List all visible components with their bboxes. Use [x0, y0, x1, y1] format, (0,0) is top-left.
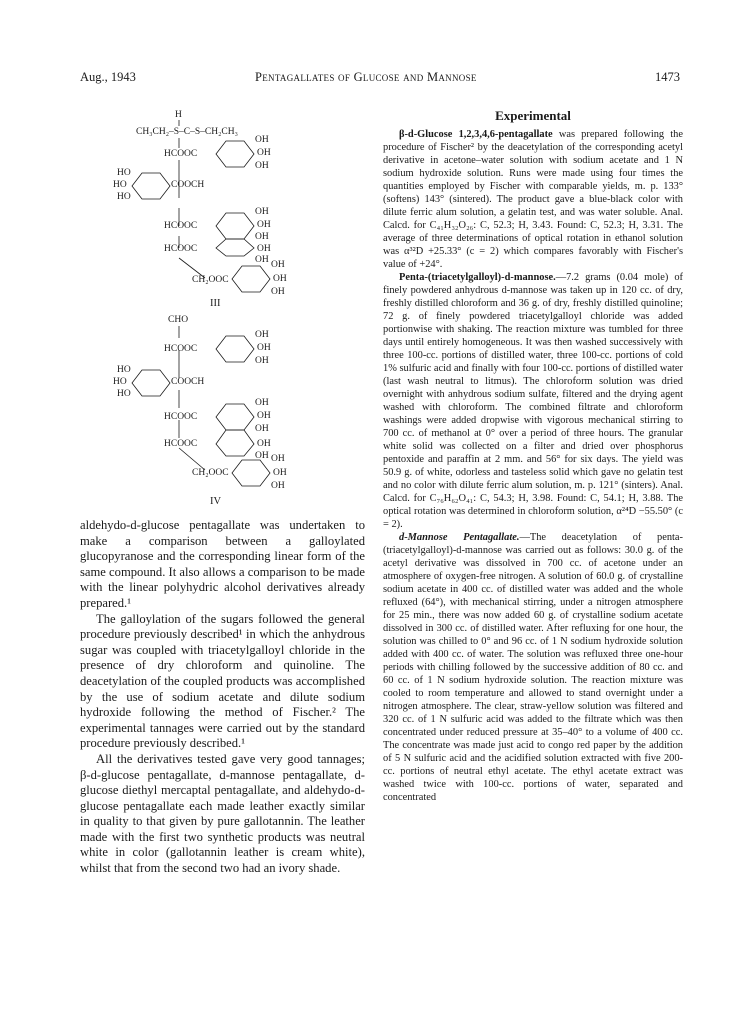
ch2ooc-2: CH₂OOC: [192, 468, 229, 478]
methine-h: H: [175, 110, 182, 120]
hcooc-3: HCOOC: [164, 244, 198, 254]
page-number: 1473: [655, 70, 680, 84]
oh-3a: OH: [257, 244, 271, 254]
exp-text-acetyl-mannose: —7.2 grams (0.04 mole) of finely powdered anhydrous d-mannose was taken up in 120 cc. of dry, freshly distilled chloroform and 36 g. of dry, freshly distilled quinoline; 72 g. of finely powdered triacetylgalloyl chloride was added portionwise with shaking. The reaction mixture was tumbled for three days until entirely homogeneous. It was then washed successively with three 100-cc. portions of distilled water, three 100-cc. portions of cold 1% sulfuric acid and finally with four 100-cc. portions of distilled water (last wash neutral to litmus). The chloroform solution was dried overnight with anhydrous sodium sulfate, filtered and the drying agent washed with chloroform. The combined filtrate and chloroform washings were added dropwise with vigorous mechanical stirring to 700 cc. of methanol at 0° over a period of three hours. The granular white solid was collected on a filter and dried over phosphorus pentoxide and paraffin at 2 mm. and 56° for six days. The yield was 50.9 g. of white, odorless and tasteless solid which gave no gelatin test and no color with dilute ferric alum solution, m. p. 121° (sinters). Anal. Calcd. for C₇₆H₆₂O₄₁: C, 54.3; H, 3.98. Found: C, 54.1; H, 3.88. The optical rotation was determined in chloroform solution, α²⁴D −55.50° (c = 2).: [383, 272, 683, 530]
exp-paragraph-acetyl-mannose: [383, 271, 683, 531]
exp-text-mannose: —The deacetylation of penta-(triacetylgalloyl)-d-mannose was carried out as follows: 30.0 g. of the acetyl derivative was dissolved in 700 cc. of acetone under an atmosphere of oxygen-free nitrogen. A solution of 60.0 g. of crystalline sodium acetate in 400 cc. of distilled water was added and the whole refluxed (64°), with mechanical stirring, under a nitrogen atmosphere for 25 min., there was now added 60 g. of crystalline sodium acetate dissolved in 300 cc. of distilled water. After refluxing for one hour, the solution was chilled to 0° and 96 cc. of 1 N sodium hydroxide solution added with 400 cc. of water. The solution was refluxed three one-hour periods with chilling followed by the successive addition of 80 cc. and 60 cc. of 1 N sodium hydroxide solution. The reaction mixture was cooled to room temperature and allowed to stand overnight under a nitrogen atmosphere. The clear, straw-yellow solution was filtered and 320 cc. of 1 N sulfuric acid was added to the filtrate which was then concentrated under reduced pressure at 35–40° to a volume of 400 cc. The concentrate was made just acid to congo red paper by the addition of 5 N sulfuric acid and the acidified solution extracted with five 200-cc. portions of neutral ethyl acetate. The ethyl acetate extract was washed twice with 100-cc. portions of water, separated and concentrated: [383, 532, 684, 803]
right-column: [383, 108, 683, 804]
ho-f: HO: [117, 389, 131, 399]
aldehyde-cho: CHO: [168, 315, 189, 325]
exp-paragraph-glucose: [383, 128, 683, 271]
left-column: [80, 108, 365, 877]
cooch-2: COOCH: [171, 377, 205, 387]
oh-8c: OH: [271, 481, 285, 491]
oh-2c: OH: [255, 232, 269, 242]
oh-5a: OH: [255, 330, 269, 340]
oh-1c: OH: [255, 161, 269, 171]
exp-text-glucose: was prepared following the procedure of Fischer² by the deacetylation of the corresponding acetyl derivative in acetone–water solution with sodium acetate and 1 N sodium hydroxide solution. Runs were made using four times the quantities employed by Fischer with comparable yields, m. p. 133° (softens) 143° (sintered). The product gave a blue-black color with dilute ferric alum solution, a gelatin test, and was water soluble. Anal. Calcd. for C₄₁H₃₂O₂₆: C, 52.3; H, 3.43. Found: C, 52.3; H, 3.31. The average of three determinations of optical rotation in ethanol solution was α³²D +25.33° (c = 2) which compares favorably with Fischer's value of +24°.: [383, 129, 683, 270]
paragraph-aldehydo: aldehydo-d-glucose pentagallate was undertaken to make a comparison between a galloylated glucopyranose and the corresponding linear form of the same compound. It also allows a comparison to be made with the linear polyhydric alcohol derivatives already prepared.¹: [80, 518, 365, 610]
oh-6b: OH: [257, 411, 271, 421]
oh-6a: OH: [255, 398, 269, 408]
hcooc-5: HCOOC: [164, 412, 198, 422]
hcooc-1: HCOOC: [164, 149, 198, 159]
oh-5c: OH: [255, 356, 269, 366]
issue-date: Aug., 1943: [80, 70, 136, 84]
hcooc-2: HCOOC: [164, 221, 198, 231]
ho-e: HO: [113, 377, 127, 387]
oh-4a: OH: [271, 260, 285, 270]
exp-heading-acetyl-mannose: Penta-(triacetylgalloyl)-d-mannose.: [399, 272, 556, 283]
ho-d: HO: [117, 365, 131, 375]
paragraph-galloylation: The galloylation of the sugars followed the general procedure previously described¹ in which the anhydrous sugar was coupled with triacetylgalloyl chloride in the presence of dry chloroform and quinoline. The deacetylation of the coupled products was accomplished by the use of sodium acetate and dilute sodium hydroxide following the method of Fischer.² The experimental tannages were carried out by the standard procedure previously described.¹: [80, 611, 365, 751]
mercaptal-chain: CH₃CH₂–S–C–S–CH₂CH₃: [136, 127, 238, 137]
hcooc-4: HCOOC: [164, 344, 198, 354]
oh-4c: OH: [271, 287, 285, 297]
oh-1b: OH: [257, 148, 271, 158]
structure-diagrams: [80, 108, 365, 518]
cooch-1: COOCH: [171, 180, 205, 190]
oh-3b: OH: [255, 255, 269, 265]
oh-1a: OH: [255, 135, 269, 145]
exp-heading-glucose: β-d-Glucose 1,2,3,4,6-pentagallate: [399, 129, 553, 140]
ho-b: HO: [113, 180, 127, 190]
oh-6c: OH: [255, 424, 269, 434]
hcooc-6: HCOOC: [164, 439, 198, 449]
running-title: Pentagallates of Glucose and Mannose: [255, 70, 477, 84]
exp-paragraph-mannose: [383, 531, 683, 804]
oh-7a: OH: [257, 439, 271, 449]
paragraph-tannages: All the derivatives tested gave very good tannages; β-d-glucose pentagallate, d-mannose pentagallate, d-glucose diethyl mercaptal pentagallate, and aldehydo-d-glucose pentagallate each made leather exactly similar in quality to that given by pure gallotannin. The leather made with the first two synthetic products was neutral white in color (gallotannin leather is cream white), whilst that from the second two had an ivory shade.: [80, 751, 365, 876]
oh-2a: OH: [255, 207, 269, 217]
label-iv: IV: [210, 496, 222, 507]
oh-2b: OH: [257, 220, 271, 230]
oh-5b: OH: [257, 343, 271, 353]
oh-7b: OH: [255, 451, 269, 461]
ho-c: HO: [117, 192, 131, 202]
ho-a: HO: [117, 168, 131, 178]
oh-8a: OH: [271, 454, 285, 464]
ch2ooc-1: CH₂OOC: [192, 275, 229, 285]
experimental-heading: Experimental: [495, 108, 571, 123]
label-iii: III: [210, 298, 221, 309]
oh-4b: OH: [273, 274, 287, 284]
oh-8b: OH: [273, 468, 287, 478]
running-header: [80, 70, 680, 90]
exp-heading-mannose: d-Mannose Pentagallate.: [399, 532, 520, 543]
